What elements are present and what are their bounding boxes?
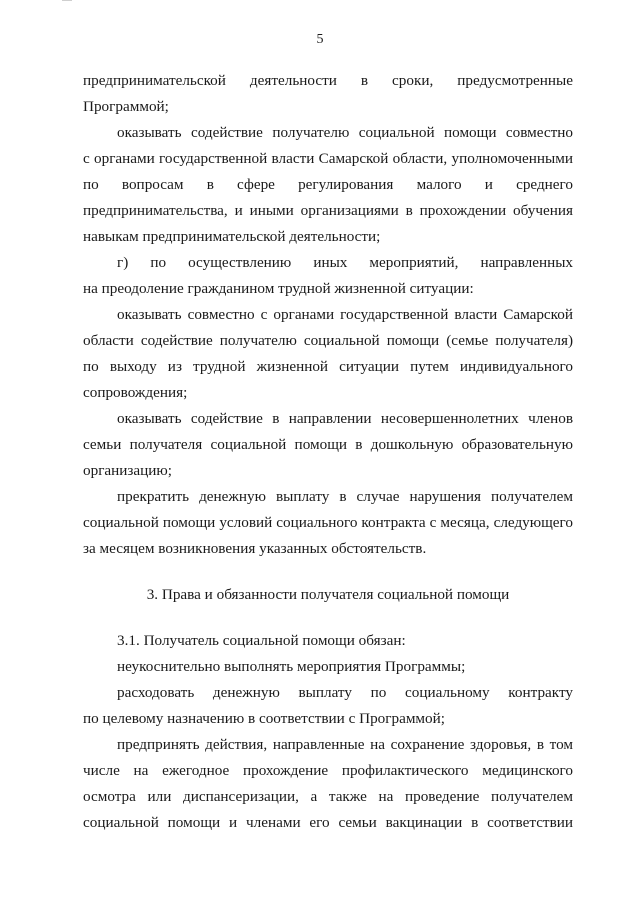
paragraph bbox=[83, 654, 573, 680]
text-line: осмотра или диспансеризации, а также на проведение получателем bbox=[83, 788, 573, 805]
text-line: за месяцем возникновения указанных обстоятельств. bbox=[83, 540, 427, 557]
text-line: по целевому назначению в соответствии с Программой; bbox=[83, 710, 445, 727]
text-line: на преодоление гражданином трудной жизненной ситуации: bbox=[83, 280, 474, 297]
text-line: организацию; bbox=[83, 462, 172, 479]
paragraph bbox=[83, 680, 573, 732]
document-body bbox=[83, 68, 573, 836]
text-line: социальной помощи условий социального контракта с месяца, следующего bbox=[83, 514, 573, 531]
text-line: по выходу из трудной жизненной ситуации путем индивидуального bbox=[83, 358, 573, 375]
text-line: сопровождения; bbox=[83, 384, 188, 401]
scan-mark bbox=[62, 0, 72, 4]
text-line: неукоснительно выполнять мероприятия Программы; bbox=[117, 658, 466, 675]
text-line: г) по осуществлению иных мероприятий, направленных bbox=[117, 254, 573, 271]
text-line: Программой; bbox=[83, 98, 169, 115]
text-line: предпринимательства, и иными организациями в прохождении обучения bbox=[83, 202, 573, 219]
section-heading: 3. Права и обязанности получателя социальной помощи bbox=[146, 586, 510, 603]
text-line: числе на ежегодное прохождение профилактического медицинского bbox=[83, 762, 573, 779]
text-line: навыкам предпринимательской деятельности; bbox=[83, 228, 381, 245]
paragraph bbox=[83, 484, 573, 562]
text-line: семьи получателя социальной помощи в дошкольную образовательную bbox=[83, 436, 573, 453]
text-line: оказывать совместно с органами государственной власти Самарской bbox=[117, 306, 573, 323]
text-line: прекратить денежную выплату в случае нарушения получателем bbox=[117, 488, 573, 505]
paragraph bbox=[83, 302, 573, 406]
paragraph bbox=[83, 250, 573, 302]
text-line: предпринять действия, направленные на сохранение здоровья, в том bbox=[117, 736, 573, 753]
text-line: оказывать содействие получателю социальной помощи совместно bbox=[117, 124, 573, 141]
paragraph bbox=[83, 68, 573, 120]
text-line: 3.1. Получатель социальной помощи обязан: bbox=[117, 632, 406, 649]
text-line: с органами государственной власти Самарской области, уполномоченными bbox=[83, 150, 573, 167]
text-line: по вопросам в сфере регулирования малого и среднего bbox=[83, 176, 573, 193]
text-line: оказывать содействие в направлении несовершеннолетних членов bbox=[117, 410, 573, 427]
text-line: социальной помощи и членами его семьи вакцинации в соответствии bbox=[83, 814, 573, 831]
paragraph bbox=[83, 120, 573, 250]
text-line: расходовать денежную выплату по социальному контракту bbox=[117, 684, 573, 701]
text-line: области содействие получателю социальной помощи (семье получателя) bbox=[83, 332, 573, 349]
paragraph bbox=[83, 628, 573, 654]
page-number: 5 bbox=[316, 32, 324, 47]
text-line: предпринимательской деятельности в сроки, предусмотренные bbox=[83, 72, 573, 89]
paragraph bbox=[83, 406, 573, 484]
paragraph bbox=[83, 732, 573, 836]
